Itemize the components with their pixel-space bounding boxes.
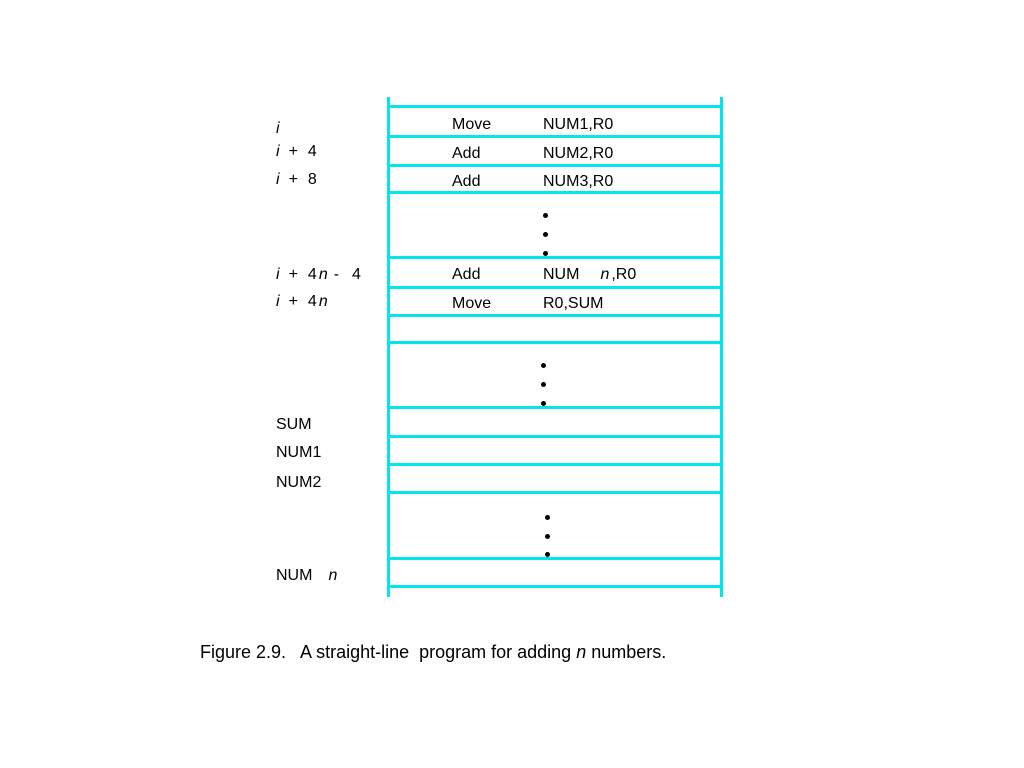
row-divider	[389, 585, 722, 588]
row-divider	[389, 314, 722, 317]
memory-right-border	[720, 97, 723, 597]
row-divider	[389, 105, 722, 108]
instruction-operands	[543, 266, 636, 284]
row-divider	[389, 135, 722, 138]
address-coefficient: 4	[307, 266, 317, 283]
caption-suffix: numbers.	[586, 642, 667, 662]
row-divider	[389, 164, 722, 167]
address-i-plus-4n	[276, 293, 328, 311]
row-divider	[389, 491, 722, 494]
address-offset: 8	[307, 171, 317, 188]
row-divider	[389, 557, 722, 560]
address-n: n	[328, 567, 338, 584]
address-i-plus-4	[276, 143, 317, 161]
address-var: i	[276, 266, 280, 283]
ellipsis-dot	[543, 251, 548, 256]
row-divider	[389, 341, 722, 344]
address-op2: -	[333, 266, 340, 283]
row-divider	[389, 191, 722, 194]
instruction-op: Move	[452, 116, 492, 133]
instruction-op: Add	[452, 266, 481, 283]
address-op: +	[288, 143, 298, 160]
operand-register: ,R0	[611, 266, 637, 283]
address-n: n	[318, 266, 328, 283]
address-n: n	[318, 293, 328, 310]
address-op: +	[288, 293, 298, 310]
address-var: i	[276, 293, 280, 310]
row-divider	[389, 286, 722, 289]
address-coefficient: 4	[307, 293, 317, 310]
operand-num-label: NUM	[543, 266, 580, 283]
memory-left-border	[387, 97, 390, 597]
address-offset: 4	[352, 266, 361, 283]
row-divider	[389, 406, 722, 409]
instruction-operands: NUM2,R0	[543, 145, 614, 162]
row-divider	[389, 256, 722, 259]
address-offset: 4	[307, 143, 317, 160]
caption-n: n	[576, 642, 587, 662]
ellipsis-dot	[543, 213, 548, 218]
instruction-op: Add	[452, 145, 481, 162]
figure-caption	[200, 641, 666, 663]
row-divider	[389, 463, 722, 466]
address-i	[276, 120, 280, 138]
instruction-operands: NUM1,R0	[543, 116, 614, 133]
address-sum: SUM	[276, 416, 312, 433]
instruction-operands: R0,SUM	[543, 295, 604, 312]
instruction-operands: NUM3,R0	[543, 173, 614, 190]
address-i-plus-4n-minus-4	[276, 266, 361, 284]
address-num-label: NUM	[276, 567, 313, 584]
ellipsis-dot	[545, 552, 550, 557]
address-var: i	[276, 143, 280, 160]
address-num-n	[276, 567, 337, 585]
caption-prefix: Figure 2.9. A straight-line program for adding	[200, 642, 577, 662]
address-num1: NUM1	[276, 444, 322, 461]
address-num2: NUM2	[276, 474, 322, 491]
ellipsis-dot	[545, 534, 550, 539]
ellipsis-dot	[541, 363, 546, 368]
instruction-op: Move	[452, 295, 492, 312]
instruction-op: Add	[452, 173, 481, 190]
ellipsis-dot	[541, 401, 546, 406]
row-divider	[389, 435, 722, 438]
ellipsis-dot	[543, 232, 548, 237]
address-op: +	[288, 171, 298, 188]
address-var: i	[276, 120, 280, 137]
ellipsis-dot	[541, 382, 546, 387]
address-op: +	[288, 266, 298, 283]
address-var: i	[276, 171, 280, 188]
address-i-plus-8	[276, 171, 317, 189]
ellipsis-dot	[545, 515, 550, 520]
operand-n: n	[600, 266, 610, 283]
